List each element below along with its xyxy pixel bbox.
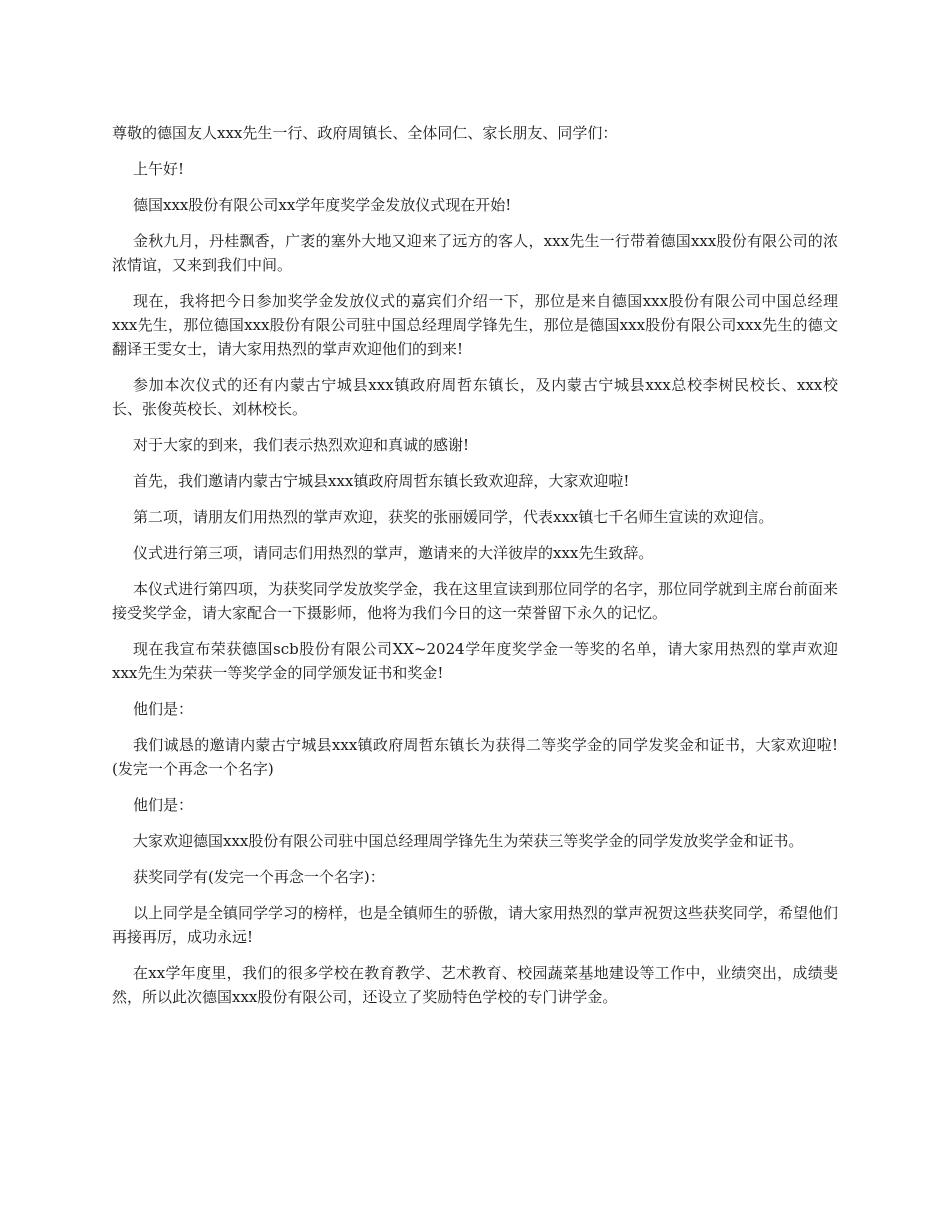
paragraph-third-item: 仪式进行第三项，请同志们用热烈的掌声，邀请来的大洋彼岸的xxx先生致辞。 xyxy=(133,544,654,562)
greeting: 上午好! xyxy=(133,160,185,178)
paragraph-first-item: 首先，我们邀请内蒙古宁城县xxx镇政府周哲东镇长致欢迎辞，大家欢迎啦! xyxy=(133,472,630,490)
document-body xyxy=(112,121,838,1021)
paragraph-second-prize: 我们诚恳的邀请内蒙古宁城县xxx镇政府周哲东镇长为获得二等奖学金的同学发奖金和证书，大家欢迎啦!(发完一个再念一个名字) xyxy=(112,736,838,778)
paragraph-fourth-item: 本仪式进行第四项，为获奖同学发放奖学金，我在这里宣读到那位同学的名字，那位同学就到主席台前面来接受奖学金，请大家配合一下摄影师，他将为我们今日的这一荣誉留下永久的记忆。 xyxy=(112,580,839,622)
paragraph-second-item: 第二项，请朋友们用热烈的掌声欢迎，获奖的张丽媛同学，代表xxx镇七千名师生宣读的欢迎信。 xyxy=(133,508,774,526)
paragraph-autumn: 金秋九月，丹桂飘香，广袤的塞外大地又迎来了远方的客人，xxx先生一行带着德国xxx股份有限公司的浓浓情谊，又来到我们中间。 xyxy=(112,232,838,274)
paragraph-winners: 获奖同学有(发完一个再念一个名字)： xyxy=(133,868,385,886)
salutation: 尊敬的德国友人xxx先生一行、政府周镇长、全体同仁、家长朋友、同学们： xyxy=(112,124,618,142)
paragraph-attendees: 参加本次仪式的还有内蒙古宁城县xxx镇政府周哲东镇长，及内蒙古宁城县xxx总校李树民校长、xxx校长、张俊英校长、刘林校长。 xyxy=(112,376,838,418)
paragraph-third-prize: 大家欢迎德国xxx股份有限公司驻中国总经理周学锋先生为荣获三等奖学金的同学发放奖学金和证书。 xyxy=(133,832,804,850)
paragraph-opening: 德国xxx股份有限公司xx学年度奖学金发放仪式现在开始! xyxy=(133,196,512,214)
paragraph-school-award: 在xx学年度里，我们的很多学校在教育教学、艺术教育、校园蔬菜基地建设等工作中，业绩突出，成绩斐然，所以此次德国xxx股份有限公司，还设立了奖励特色学校的专门讲学金。 xyxy=(112,964,838,1006)
paragraph-role-models: 以上同学是全镇同学学习的榜样，也是全镇师生的骄傲，请大家用热烈的掌声祝贺这些获奖同学，希望他们再接再厉，成功永远! xyxy=(112,904,839,946)
paragraph-guest-intro: 现在，我将把今日参加奖学金发放仪式的嘉宾们介绍一下，那位是来自德国xxx股份有限公司中国总经理xxx先生，那位德国xxx股份有限公司驻中国总经理周学锋先生，那位是德国xxx股份有限公司xxx先生的德文翻译王雯女士，请大家用热烈的掌声欢迎他们的到来! xyxy=(112,292,838,358)
paragraph-they-are-1: 他们是： xyxy=(133,700,194,718)
paragraph-first-prize: 现在我宣布荣获德国scb股份有限公司XX~2024学年度奖学金一等奖的名单，请大家用热烈的掌声欢迎xxx先生为荣获一等奖学金的同学颁发证书和奖金! xyxy=(112,640,838,682)
paragraph-they-are-2: 他们是： xyxy=(133,796,194,814)
paragraph-thanks: 对于大家的到来，我们表示热烈欢迎和真诚的感谢! xyxy=(133,436,470,454)
